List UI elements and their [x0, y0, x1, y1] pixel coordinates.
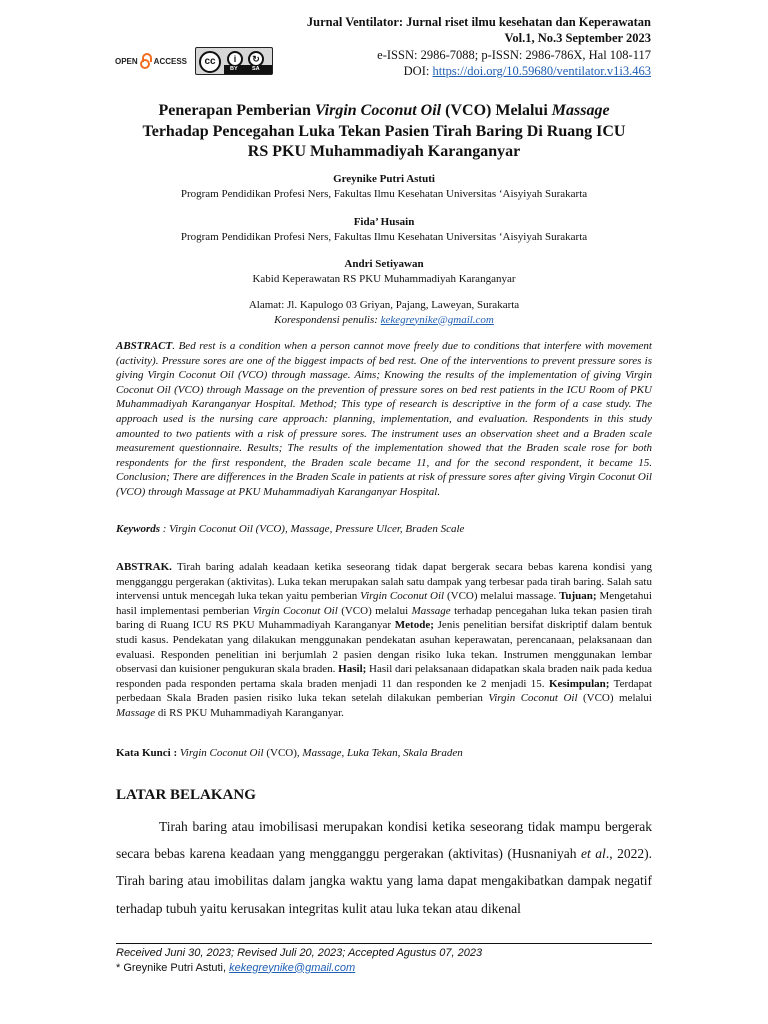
journal-issn: e-ISSN: 2986-7088; p-ISSN: 2986-786X, Hal 108-117	[377, 47, 651, 62]
keywords-english: Keywords : Virgin Coconut Oil (VCO), Massage, Pressure Ulcer, Braden Scale	[116, 523, 465, 535]
author-name: Andri Setiyawan	[344, 258, 424, 270]
abstrak-indonesia: ABSTRAK. Tirah baring adalah keadaan ketika seseorang tidak dapat bergerak secara bebas karena kondisi yang mengganggu pergerakan (aktivitas). Luka tekan merupakan salah satu dampak yang terbesar pada tirah baring. Salah satu intervensi untuk mencegah luka tekan yaitu pemberian Virgin Coconut Oil (VCO) melalui massage. Tujuan; Mengetahui hasil implementasi pemberian Virgin Coconut Oil (VCO) melalui Massage terhadap pencegahan luka tekan pasien tirah baring di Ruang ICU RS PKU Muhammadiyah Karanganyar Metode; Jenis penelitian bersifat diskriptif dalam bentuk studi kasus. Pendekatan yang dilakukan menggunakan pendekatan asuhan keperawatan, perencanaan, pelaksanaan dan evaluasi. Responden penelitian ini berjumlah 2 pasien dengan risiko luka tekan. Instrumen menggunakan lembar observasi dan kuisioner pengukuran skala braden. Hasil; Hasil dari pelaksanaan didapatkan skala braden naik pada kedua responden pada responden pertama skala braden menjadi 11 dan responden ke 2 menjadi 15. Kesimpulan; Terdapat perbedaan Skala Braden pasien risiko luka tekan setelah dilakukan pemberian Virgin Coconut Oil (VCO) melalui Massage di RS PKU Muhammadiyah Karanganyar.	[116, 561, 653, 719]
author-name: Fida’ Husain	[353, 216, 415, 228]
journal-doi: DOI: https://doi.org/10.59680/ventilator.v1i3.463	[403, 63, 651, 78]
author-block-3	[110, 257, 658, 286]
address-block: Alamat: Jl. Kapulogo 03 Griyan, Pajang, Laweyan, Surakarta Korespondensi penulis: kekegreynike@gmail.com	[110, 298, 658, 327]
address: Alamat: Jl. Kapulogo 03 Griyan, Pajang, Laweyan, Surakarta	[248, 299, 520, 311]
paper-title: Penerapan Pemberian Virgin Coconut Oil (VCO) Melalui Massage Terhadap Pencegahan Luka Tekan Pasien Tirah Baring Di Ruang ICU RS PKU Muhammadiyah Karanganyar	[142, 102, 626, 160]
abstract-english: ABSTRACT. Bed rest is a condition when a person cannot move freely due to conditions that interfere with movement (activity). Pressure sores are one of the biggest impacts of bed rest. One of the interventions to prevent pressure sores is giving Virgin Coconut Oil (VCO) through massage. Aims; Knowing the results of the implementation of giving Virgin Coconut Oil (VCO) through Massage on the prevention of pressure sores on bed rest patients in the ICU Room of PKU Muhammadiyah Karanganyar Hospital. Method; This type of research is descriptive in the form of a case study. The approach used is the nursing care approach: planning, implementation, and evaluation. Respondents in this study amounted to two patients with a risk of pressure sores. The instrument uses an observation sheet and a Braden scale measurement questionnaire. Results; The results of the implementation showed that the Braden scale rose for both respondents for the first respondent, the Braden scale became 11, and for the second respondent, it became 15. Conclusion; There are differences in the Braden Scale in patients at risk of pressure sores after giving Virgin Coconut Oil (VCO) through Massage at PKU Muhammadiyah Karanganyar Hospital.	[116, 340, 652, 498]
section-heading: LATAR BELAKANG	[116, 787, 256, 803]
author-affiliation: Program Pendidikan Profesi Ners, Fakultas Ilmu Kesehatan Universitas ‘Aisyiyah Surakarta	[180, 187, 588, 200]
author-name: Greynike Putri Astuti	[333, 173, 435, 185]
journal-name: Jurnal Ventilator: Jurnal riset ilmu kesehatan dan Keperawatan	[306, 15, 651, 29]
creative-commons-icon: cc i ↻ BY SA	[195, 47, 273, 75]
received-dates: Received Juni 30, 2023; Revised Juli 20, 2023; Accepted Agustus 07, 2023	[116, 947, 483, 959]
journal-volume: Vol.1, No.3 September 2023	[504, 31, 651, 46]
correspondence-email-link[interactable]: kekegreynike@gmail.com	[380, 313, 494, 326]
kata-kunci: Kata Kunci : Virgin Coconut Oil (VCO), Massage, Luka Tekan, Skala Braden	[116, 747, 463, 759]
open-lock-icon	[140, 53, 152, 69]
footer: Received Juni 30, 2023; Revised Juli 20, 2023; Accepted Agustus 07, 2023 * Greynike Putri Astuti, kekegreynike@gmail.com	[116, 947, 483, 974]
footer-divider	[116, 943, 652, 944]
doi-link[interactable]: https://doi.org/10.59680/ventilator.v1i3.463	[432, 63, 651, 78]
footer-email-link[interactable]: kekegreynike@gmail.com	[229, 961, 356, 974]
journal-logos	[115, 45, 275, 81]
open-access-logo: OPEN ACCESS	[115, 53, 187, 69]
author-affiliation: Kabid Keperawatan RS PKU Muhammadiyah Karanganyar	[252, 272, 516, 285]
body-paragraph: Tirah baring atau imobilisasi merupakan kondisi ketika seseorang tidak mampu bergerak secara bebas karena keadaan yang mengganggu pergerakan (aktivitas) (Husnaniyah et al., 2022). Tirah baring atau imobilitas dalam jangka waktu yang lama dapat mengakibatkan dampak negatif terhadap tubuh yaitu kerusakan integritas kulit atau luka tekan atau dikenal	[116, 819, 652, 916]
author-affiliation: Program Pendidikan Profesi Ners, Fakultas Ilmu Kesehatan Universitas ‘Aisyiyah Surakarta	[180, 230, 588, 243]
author-block-2	[110, 215, 658, 244]
journal-header	[307, 14, 651, 79]
author-block-1	[110, 172, 658, 201]
